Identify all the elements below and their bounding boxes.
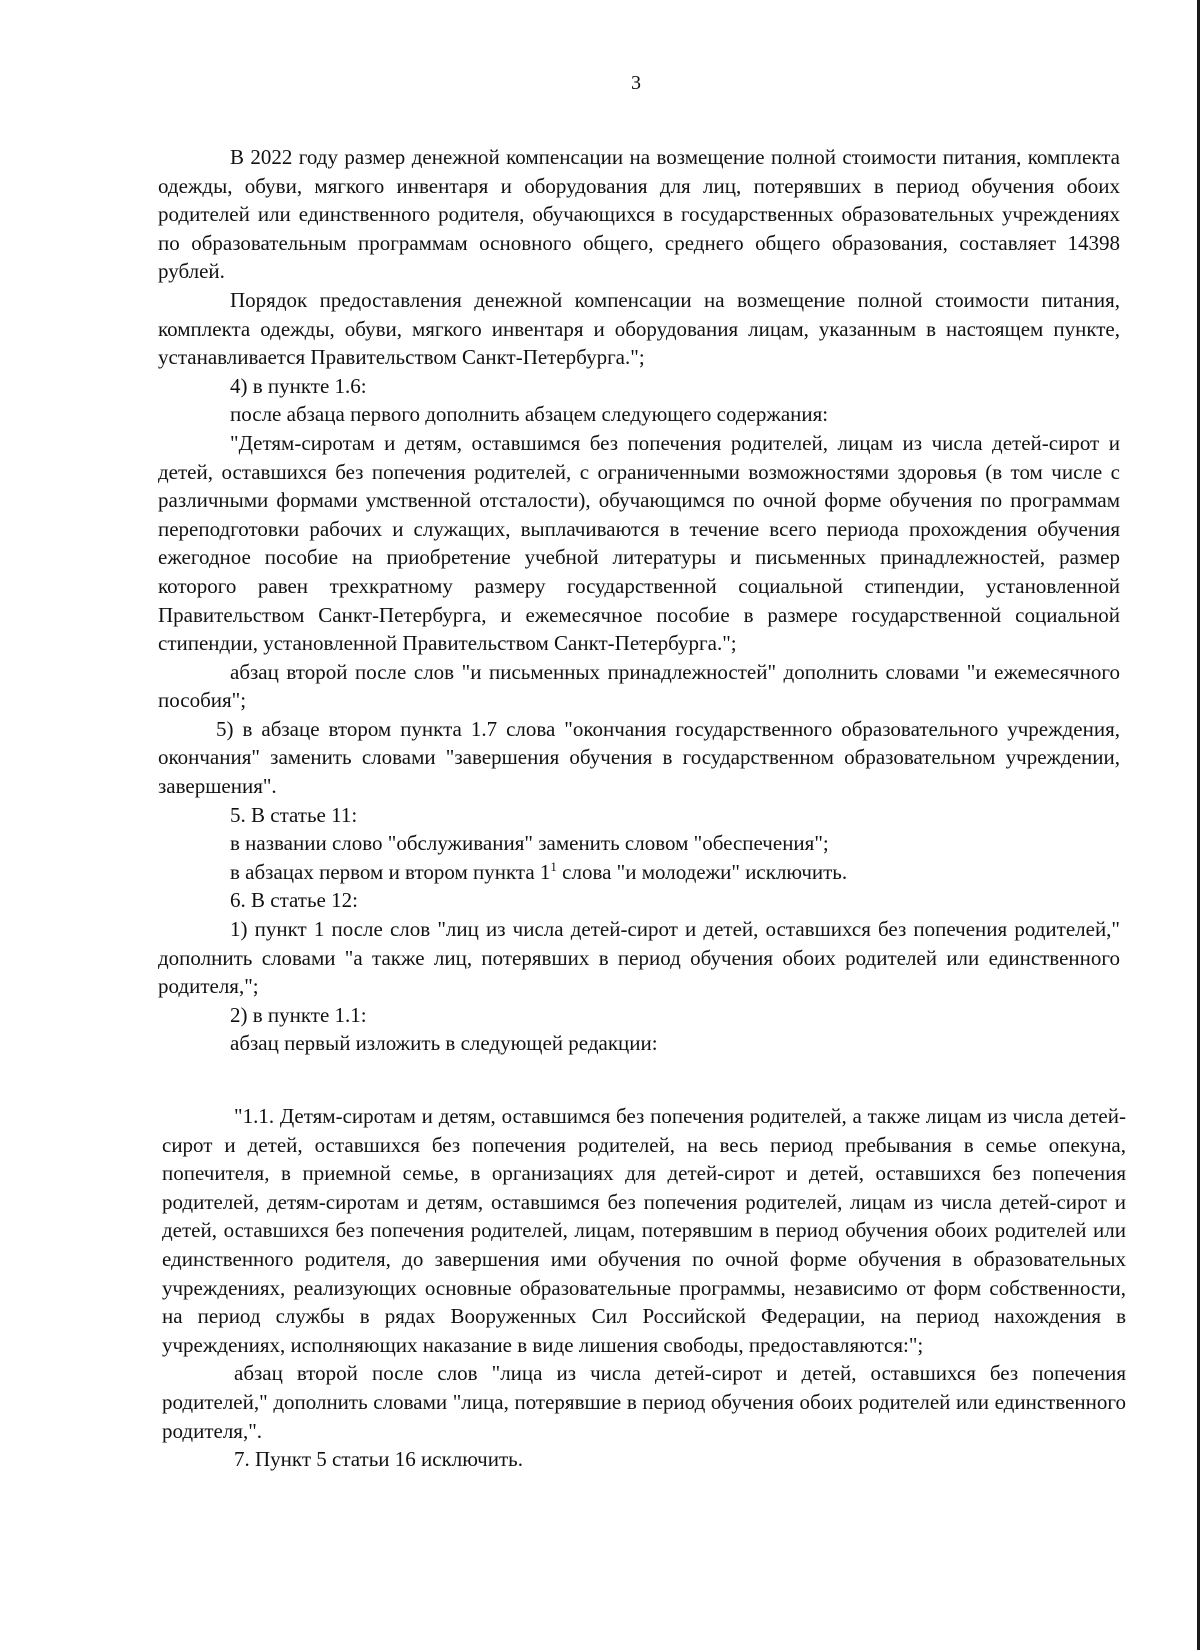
document-body-upper — [158, 143, 1120, 1058]
paragraph-orphans-allowance: "Детям-сиротам и детям, оставшимся без попечения родителей, лицам из числа детей-сирот и детей, оставшихся без попечения родителей, с ограниченными возможностями здоровья (в том числе с различными формами умственной отсталости), обучающимся по очной форме обучения по программам переподготовки рабочих и служащих, выплачиваются в течение всего периода прохождения обучения ежегодное пособие на приобретение учебной литературы и письменных принадлежностей, размер которого равен трехкратному размеру государственной социальной стипендии, установленной Правительством Санкт-Петербурга, и ежемесячное пособие в размере государственной социальной стипендии, установленной Правительством Санкт-Петербурга."; — [158, 430, 1120, 656]
paragraph-article-12: 6. В статье 12: — [230, 888, 358, 913]
paragraph-article-11: 5. В статье 11: — [230, 802, 358, 827]
paragraph-second-abzac-amendment: абзац второй после слов "и письменных принадлежностей" дополнить словами "и ежемесячного пособия"; — [158, 659, 1120, 713]
paragraph-article-11-title: в названии слово "обслуживания" заменить словом "обеспечения"; — [230, 831, 829, 856]
page-number: 3 — [631, 72, 641, 94]
paragraph-article-12-item-2: 2) в пункте 1.1: — [230, 1002, 367, 1027]
paragraph-compensation-amount: В 2022 году размер денежной компенсации на возмещение полной стоимости питания, комплекта одежды, обуви, мягкого инвентаря и оборудования для лиц, потерявших в период обучения обоих родителей или единственного родителя, обучающихся в государственных образовательных учреждениях по образовательным программам основного общего, среднего общего образования, составляет 14398 рублей. — [158, 145, 1120, 284]
paragraph-item-7: 7. Пункт 5 статьи 16 исключить. — [234, 1447, 523, 1472]
paragraph-article-12-instruction: абзац первый изложить в следующей редакции: — [230, 1031, 658, 1056]
paragraph-item-5: 5) в абзаце втором пункта 1.7 слова "окончания государственного образовательного учреждения, окончания" заменить словами "завершения обучения в государственном образовательном учреждении, завершения". — [158, 716, 1120, 799]
superscript-mark: 1 — [550, 858, 557, 874]
paragraph-item-4-instruction: после абзаца первого дополнить абзацем следующего содержания: — [230, 402, 829, 427]
document-body-lower — [162, 1102, 1126, 1474]
paragraph-article-11-point — [158, 858, 1120, 887]
superscript-line-after: слова "и молодежи" исключить. — [556, 859, 848, 884]
superscript-line-before: в абзацах первом и втором пункта 1 — [230, 859, 551, 884]
paragraph-item-4: 4) в пункте 1.6: — [230, 373, 367, 398]
paragraph-article-12-item-1: 1) пункт 1 после слов "лиц из числа детей-сирот и детей, оставшихся без попечения родителей," дополнить словами "а также лиц, потерявших в период обучения обоих родителей или единственного родителя,"; — [158, 917, 1120, 999]
paragraph-point-1-1: "1.1. Детям-сиротам и детям, оставшимся без попечения родителей, а также лицам из числа детей-сирот и детей, оставшихся без попечения родителей, на весь период пребывания в семье опекуна, попечителя, в приемной семье, в организациях для детей-сирот и детей, оставшихся без попечения родителей, детям-сиротам и детям, оставшимся без попечения родителей, лицам из числа детей-сирот и детей, оставшихся без попечения родителей, лицам, потерявшим в период обучения обоих родителей или единственного родителя, до завершения ими обучения по очной форме обучения в образовательных учреждениях, реализующих основные образовательные программы, независимо от форм собственности, на период службы в рядах Вооруженных Сил Российской Федерации, на период нахождения в учреждениях, исполняющих наказание в виде лишения свободы, предоставляются:"; — [162, 1104, 1126, 1357]
paragraph-compensation-procedure: Порядок предоставления денежной компенсации на возмещение полной стоимости питания, комплекта одежды, обуви, мягкого инвентаря и оборудования лицам, указанным в настоящем пункте, устанавливается Правительством Санкт-Петербурга."; — [158, 287, 1120, 370]
paragraph-point-1-1-second-abzac: абзац второй после слов "лица из числа детей-сирот и детей, оставшихся без попечения родителей," дополнить словами "лица, потерявшие в период обучения обоих родителей или единственного родителя,". — [162, 1361, 1126, 1443]
